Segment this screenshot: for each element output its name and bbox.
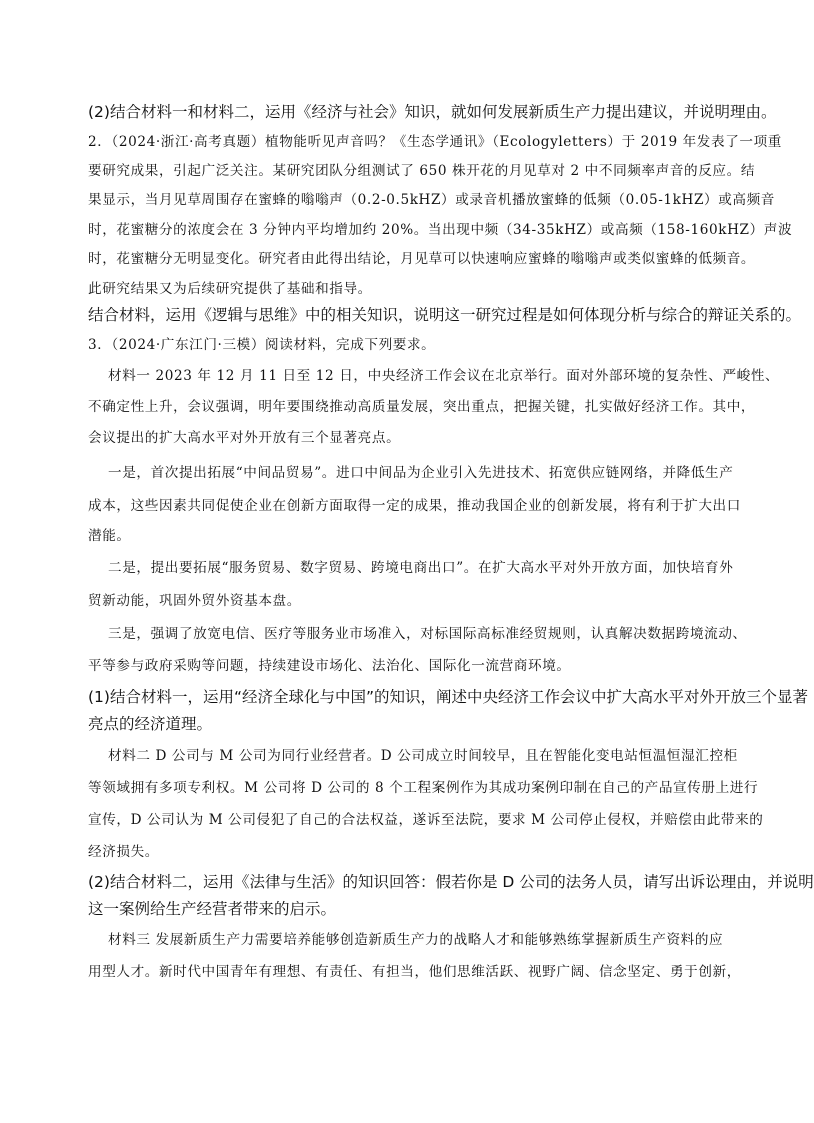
material-3-line: 用型人才。新时代中国青年有理想、有责任、有担当，他们思维活跃、视野广阔、信念坚定、勇于创新， [88, 964, 741, 980]
question-3-1-prompt: (1)结合材料一，运用“经济全球化与中国”的知识，阐述中央经济工作会议中扩大高水平对外开放三个显著 [88, 688, 809, 706]
material-2-line: 经济损失。 [88, 844, 159, 860]
material-1-point-1-line: 成本，这些因素共同促使企业在创新方面取得一定的成果，推动我国企业的创新发展，将有利于扩大出口 [88, 498, 741, 514]
material-2-line: 宣传，D 公司认为 M 公司侵犯了自己的合法权益，遂诉至法院，要求 M 公司停止侵权，并赔偿由此带来的 [88, 812, 764, 828]
question-2-prompt: 结合材料，运用《逻辑与思维》中的相关知识，说明这一研究过程是如何体现分析与综合的辩证关系的。 [88, 306, 802, 324]
question-2-stem-line: 要研究成果，引起广泛关注。某研究团队分组测试了 650 株开花的月见草对 2 中不同频率声音的反应。结 [88, 163, 756, 179]
material-1-point-2: 二是，提出要拓展“服务贸易、数字贸易、跨境电商出口”。在扩大高水平对外开放方面，加快培育外 [108, 560, 734, 576]
question-3-2-prompt-line: 这一案例给生产经营者带来的启示。 [88, 900, 337, 918]
material-1-line: 不确定性上升，会议强调，明年要围绕推动高质量发展，突出重点，把握关键，扎实做好经济工作。其中， [88, 399, 756, 415]
question-2-stem-line: 时，花蜜糖分无明显变化。研究者由此得出结论，月见草可以快速响应蜜蜂的嗡嗡声或类似蜜蜂的低频音。 [88, 251, 756, 267]
material-1-line: 会议提出的扩大高水平对外开放有三个显著亮点。 [88, 430, 401, 446]
question-2-2-prompt: (2)结合材料一和材料二，运用《经济与社会》知识，就如何发展新质生产力提出建议，并说明理由。 [88, 103, 777, 121]
material-1-point-1: 一是，首次提出拓展“中间品贸易”。进口中间品为企业引入先进技术、拓宽供应链网络，并降低生产 [108, 465, 734, 481]
material-2-paragraph: 材料二 D 公司与 M 公司为同行业经营者。D 公司成立时间较早，且在智能化变电站恒温恒湿汇控柜 [108, 748, 738, 764]
question-3-1-prompt-line: 亮点的经济道理。 [88, 715, 213, 733]
material-1-point-3-line: 平等参与政府采购等问题，持续建设市场化、法治化、国际化一流营商环境。 [88, 658, 571, 674]
material-1-point-2-line: 贸新动能，巩固外贸外资基本盘。 [88, 593, 301, 609]
material-1-point-3: 三是，强调了放宽电信、医疗等服务业市场准入，对标国际高标准经贸规则，认真解决数据跨境流动、 [108, 626, 747, 642]
question-2-stem: 2．（2024·浙江·高考真题）植物能听见声音吗？《生态学通讯》（Ecologyletters）于 2019 年发表了一项重 [88, 134, 782, 150]
question-2-stem-line: 时，花蜜糖分的浓度会在 3 分钟内平均增加约 20%。当出现中频（34-35kHZ）或高频（158-160kHZ）声波 [88, 222, 793, 238]
question-2-stem-line: 果显示，当月见草周围存在蜜蜂的嗡嗡声（0.2-0.5kHZ）或录音机播放蜜蜂的低频（0.05-1kHZ）或高频音 [88, 192, 775, 208]
question-3-header: 3．（2024·广东江门·三模）阅读材料，完成下列要求。 [88, 337, 436, 353]
material-1-point-1-line: 潜能。 [88, 528, 131, 544]
question-2-stem-line: 此研究结果又为后续研究提供了基础和指导。 [88, 281, 372, 297]
material-3-paragraph: 材料三 发展新质生产力需要培养能够创造新质生产力的战略人才和能够熟练掌握新质生产资料的应 [108, 932, 724, 948]
material-2-line: 等领域拥有多项专利权。M 公司将 D 公司的 8 个工程案例作为其成功案例印制在自己的产品宣传册上进行 [88, 780, 759, 796]
question-3-2-prompt: (2)结合材料二，运用《法律与生活》的知识回答：假若你是 D 公司的法务人员，请写出诉讼理由，并说明 [88, 873, 814, 891]
material-1-paragraph: 材料一 2023 年 12 月 11 日至 12 日，中央经济工作会议在北京举行。面对外部环境的复杂性、严峻性、 [108, 368, 780, 384]
